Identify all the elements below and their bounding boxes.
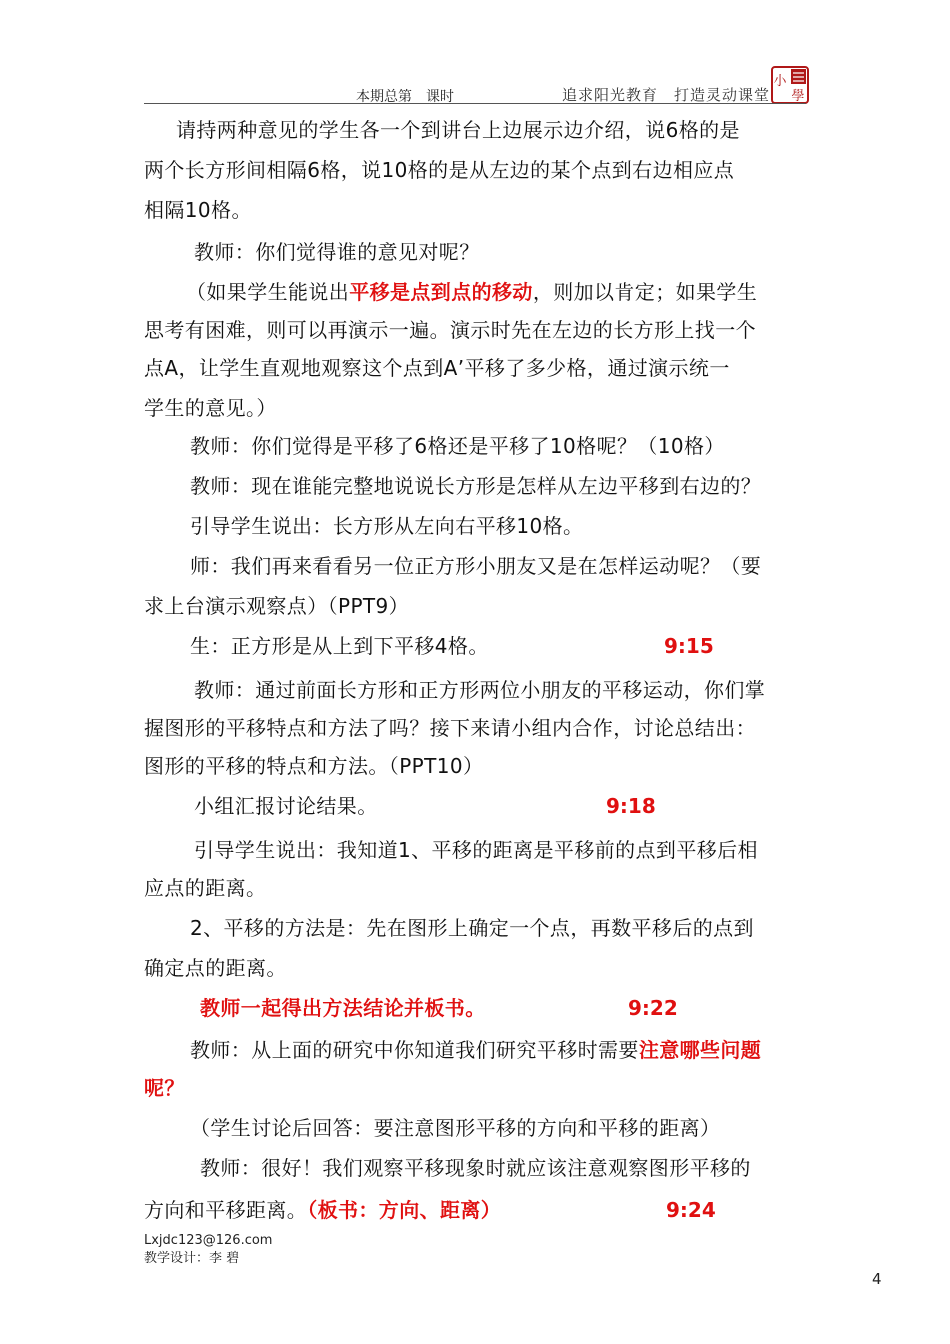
header-period: 本期总第 课时 [356, 89, 454, 105]
paragraph-line: 相隔10格。 [144, 198, 252, 222]
svg-text:學: 學 [791, 89, 805, 104]
paragraph-line: 图形的平移的特点和方法。（PPT10） [144, 754, 484, 778]
paragraph-text: ，则加以肯定；如果学生 [532, 280, 758, 304]
paragraph-line [144, 1196, 501, 1224]
paragraph-line: 思考有困难，则可以再演示一遍。演示时先在左边的长方形上找一个 [144, 318, 756, 342]
time-marker: 9:24 [666, 1198, 716, 1222]
paragraph-line: 小组汇报讨论结果。 [194, 794, 378, 818]
paragraph-line: 点A，让学生直观地观察这个点到A’平移了多少格，通过演示统一 [144, 356, 730, 380]
paragraph-line: 生：正方形是从上到下平移4格。 [190, 634, 489, 658]
paragraph-line [186, 278, 757, 306]
footer-email: Lxjdc123@126.com [144, 1233, 273, 1248]
paragraph-line: （学生讨论后回答：要注意图形平移的方向和平移的距离） [190, 1116, 721, 1140]
paragraph-line: 两个长方形间相隔6格，说10格的是从左边的某个点到右边相应点 [144, 158, 735, 182]
emphasis-text: 注意哪些问题 [638, 1038, 762, 1062]
paragraph-line: 教师：现在谁能完整地说说长方形是怎样从左边平移到右边的？ [190, 474, 762, 498]
paragraph-line: 教师：你们觉得是平移了6格还是平移了10格呢？（10格） [190, 434, 725, 458]
paragraph-line: 教师一起得出方法结论并板书。 [200, 996, 486, 1020]
paragraph-line: 教师：你们觉得谁的意见对呢？ [194, 240, 480, 264]
svg-text:小: 小 [773, 74, 787, 89]
paragraph-line: 2、平移的方法是：先在图形上确定一个点，再数平移后的点到 [190, 916, 754, 940]
emphasis-text: （板书：方向、距离） [307, 1198, 502, 1222]
time-marker: 9:18 [606, 794, 656, 818]
paragraph-line [190, 1036, 761, 1064]
emphasis-text: 平移是点到点的移动 [349, 280, 533, 304]
page-number: 4 [872, 1270, 882, 1288]
time-marker: 9:15 [664, 634, 714, 658]
paragraph-line: 呢？ [144, 1076, 185, 1100]
footer-designer: 教学设计：李 碧 [144, 1251, 240, 1266]
header-divider [144, 103, 806, 104]
paragraph-line: 应点的距离。 [144, 876, 267, 900]
paragraph-line: 请持两种意见的学生各一个到讲台上边展示边介绍，说6格的是 [176, 118, 740, 142]
header-slogan: 追求阳光教育 打造灵动课堂 [562, 86, 771, 104]
time-marker: 9:22 [628, 996, 678, 1020]
school-seal-logo [771, 66, 809, 104]
paragraph-line: 学生的意见。） [144, 396, 277, 420]
paragraph-line: 握图形的平移特点和方法了吗？接下来请小组内合作，讨论总结出： [144, 716, 756, 740]
paragraph-line: 确定点的距离。 [144, 956, 287, 980]
paragraph-line: 求上台演示观察点）（PPT9） [144, 594, 410, 618]
paragraph-line: 引导学生说出：我知道1、平移的距离是平移前的点到平移后相 [194, 838, 758, 862]
footer [144, 1232, 272, 1268]
paragraph-line: 教师：很好！我们观察平移现象时就应该注意观察图形平移的 [200, 1156, 751, 1180]
paragraph-text: （如果学生能说出 [186, 280, 350, 304]
paragraph-line: 引导学生说出：长方形从左向右平移10格。 [190, 514, 584, 538]
paragraph-line: 教师：通过前面长方形和正方形两位小朋友的平移运动，你们掌 [194, 678, 766, 702]
paragraph-text: 方向和平移距离。 [144, 1198, 308, 1222]
paragraph-text: 教师：从上面的研究中你知道我们研究平移时需要 [190, 1038, 639, 1062]
paragraph-line: 师：我们再来看看另一位正方形小朋友又是在怎样运动呢？（要 [190, 554, 762, 578]
